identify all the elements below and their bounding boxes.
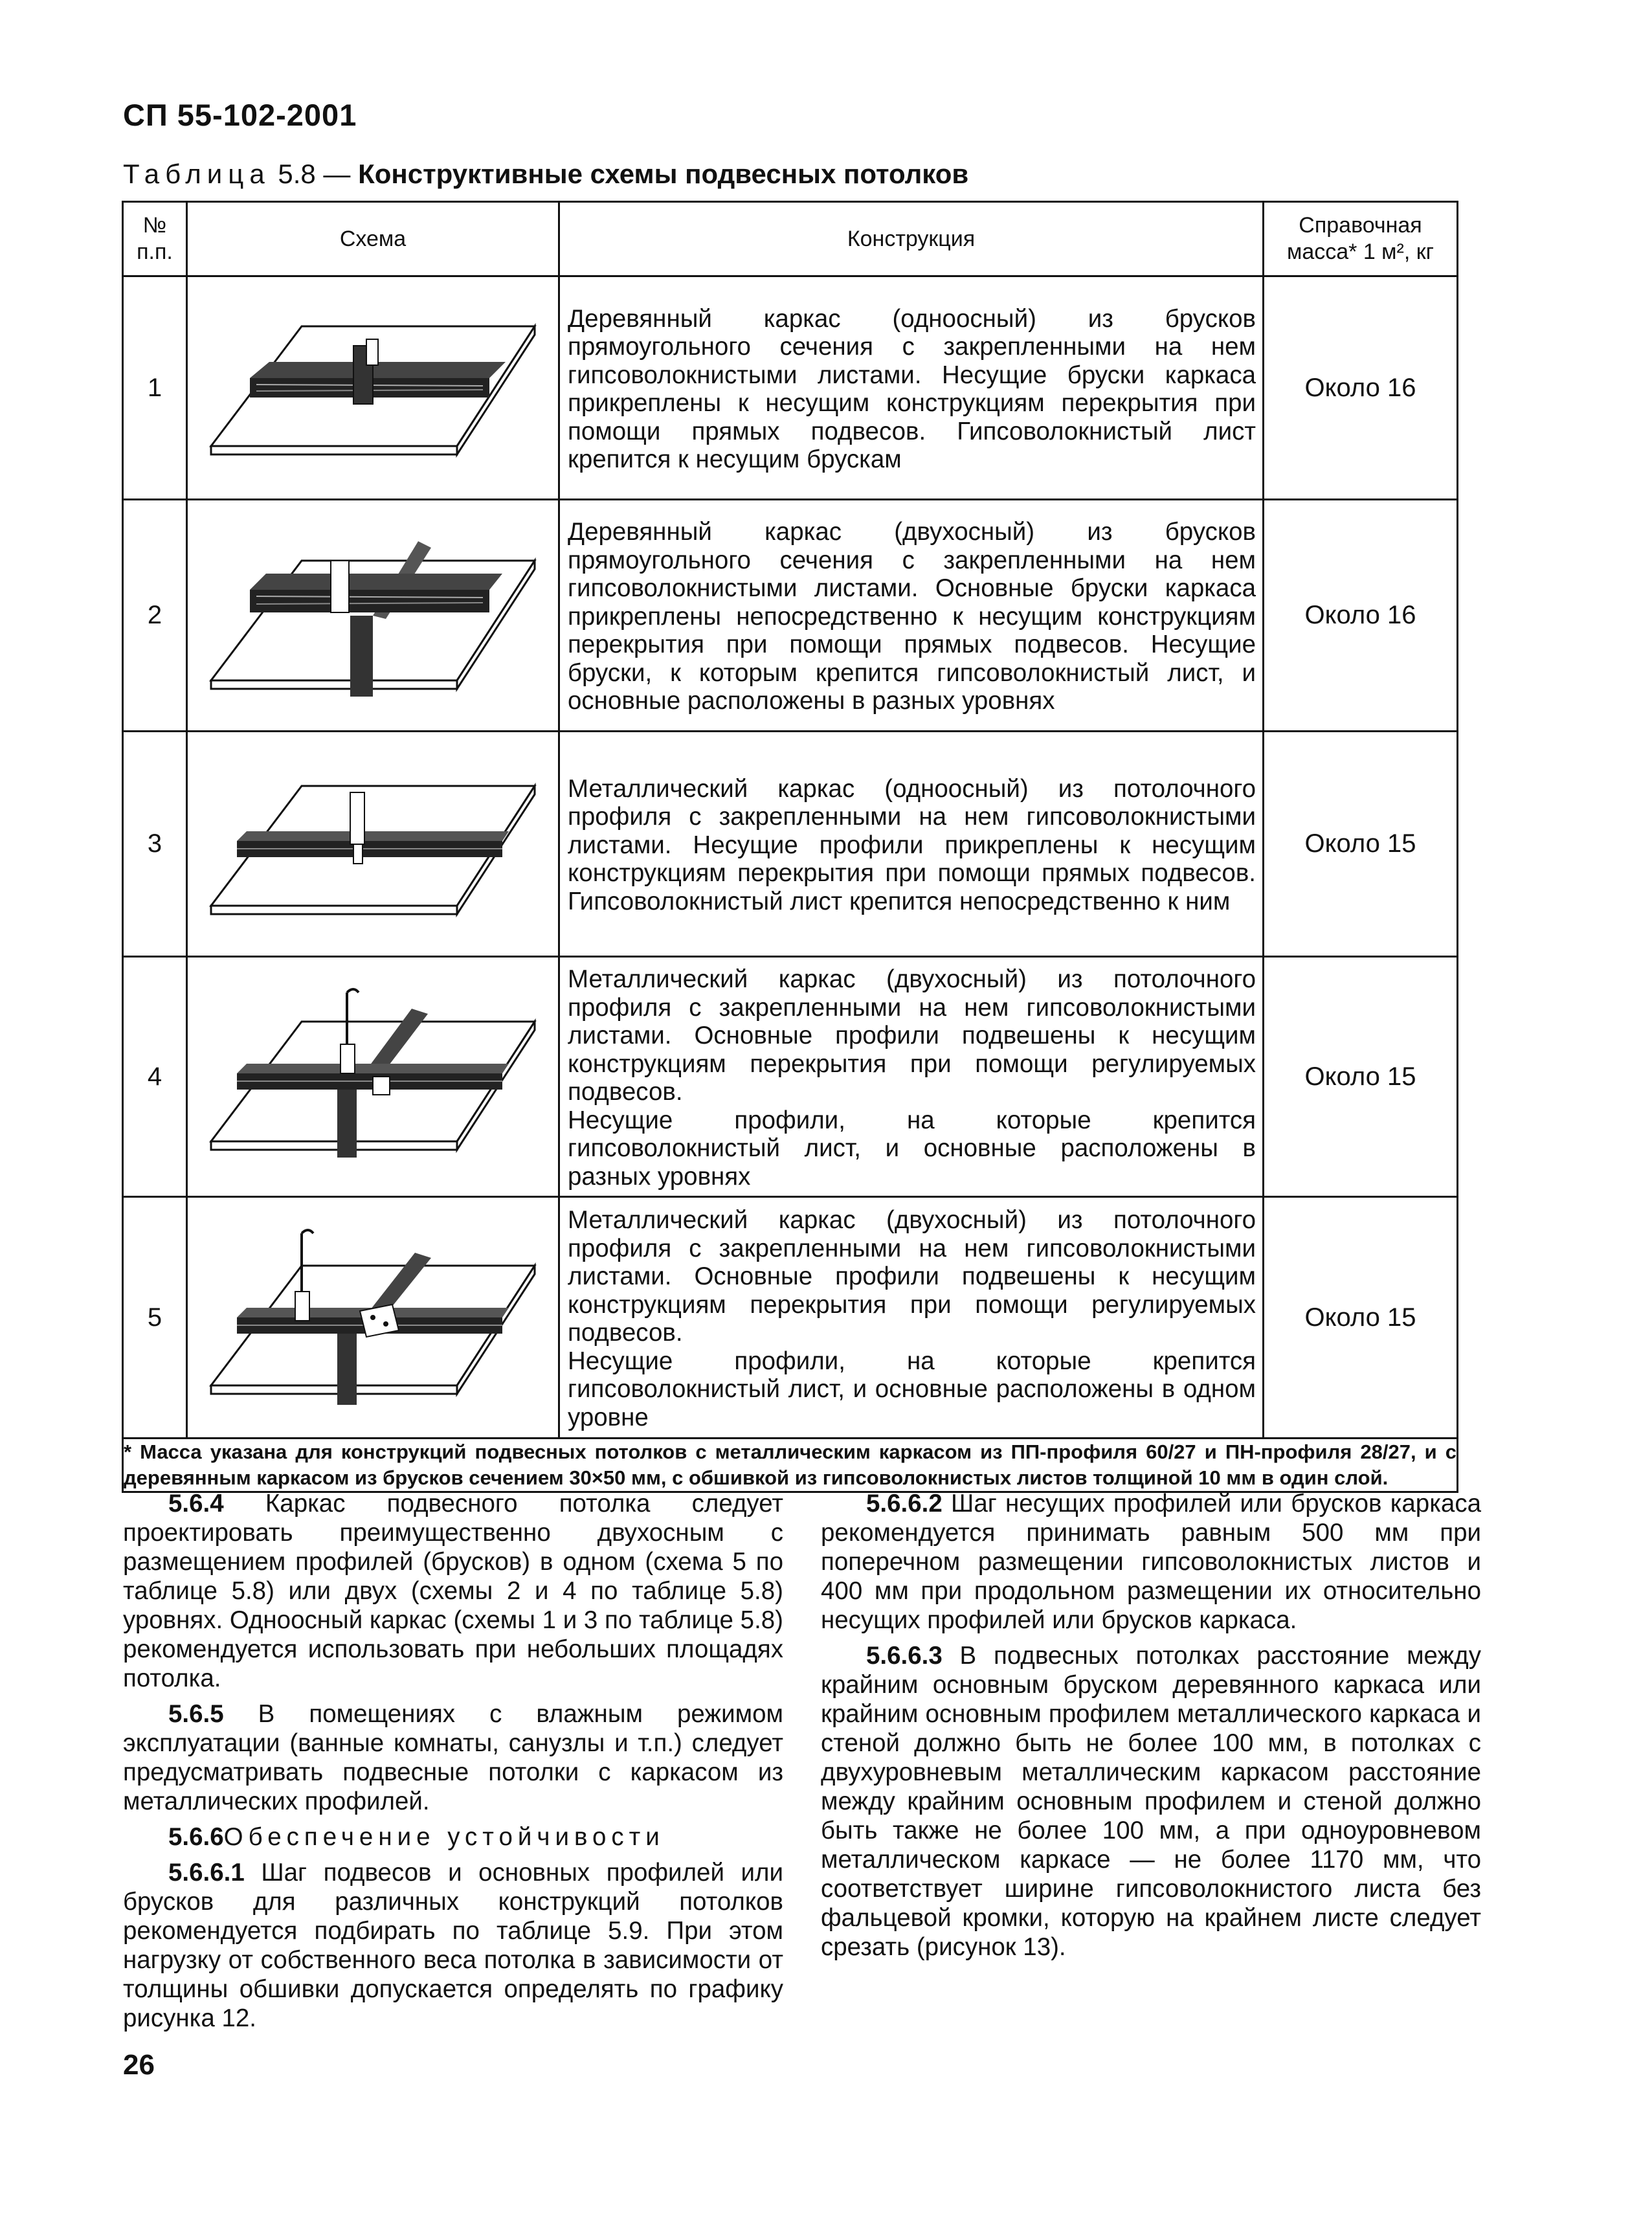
wood-single-axis-scheme-icon: [198, 300, 548, 475]
caption-number: 5.8 —: [270, 159, 359, 189]
clause-text: Шаг подвесов и основных профилей или брусков для различных конструкций потолков рекомендуется подбирать по таблице 5.9. При этом нагрузку от собственного веса потолка в зависимости от толщины обшивки допускается определять по графику рисунка 12.: [123, 1859, 783, 2032]
row-mass: Около 15: [1264, 732, 1458, 957]
section-heading: Обеспечение устойчивости: [223, 1823, 665, 1851]
clause-number: 5.6.4: [168, 1490, 224, 1518]
row-construction-part1: Металлический каркас (двухосный) из потолочного профиля с закрепленными на нем гипсоволокнистыми листами. Основные профили подвешены к несущим конструкциям перекрытия при помощи регулируемых подвесов.: [568, 965, 1256, 1106]
metal-two-axis-two-level-scheme-icon: [198, 983, 548, 1171]
clause-text: Шаг несущих профилей или брусков каркаса рекомендуется принимать равным 500 мм при поперечном размещении гипсоволокнистых листов и 400 мм при продольном размещении их относительно несущих профилей или брусков каркаса.: [821, 1490, 1481, 1634]
paragraph-5-6-6-2: [821, 1489, 1481, 1635]
table-row: [123, 1197, 1458, 1439]
row-construction: Деревянный каркас (одноосный) из брусков прямоугольного сечения с закрепленными на нем гипсоволокнистыми листами. Несущие бруски каркаса прикреплены к несущим конструкциям перекрытия при помощи прямых подвесов. Гипсоволокнистый лист крепится к несущим брускам: [559, 276, 1264, 500]
paragraph-5-6-6-1: [123, 1858, 783, 2033]
table-row: [123, 732, 1458, 957]
scheme-3-drawing: [187, 732, 559, 957]
clause-number: 5.6.5: [168, 1700, 224, 1728]
document-header: СП 55-102-2001: [123, 98, 357, 132]
row-construction: [559, 1197, 1264, 1439]
row-num: 5: [123, 1197, 187, 1439]
table-footnote: * Масса указана для конструкций подвесных потолков с металлическим каркасом из ПП-профиля 60/27 и ПН-профиля 28/27, и с деревянным каркасом из брусков сечением 30×50 мм, с обшивкой из гипсоволокнистых листов толщиной 10 мм в один слой.: [123, 1439, 1458, 1492]
clause-text: Каркас подвесного потолка следует проектировать преимущественно двухосным с размещением профилей (брусков) в одном (схема 5 по таблице 5.8) или двух (схемы 2 и 4 по таблице 5.8) уровнях. Одноосный каркас (схемы 1 и 3 по таблице 5.8) рекомендуется использовать при небольших площадях потолка.: [123, 1490, 783, 1692]
scheme-5-drawing: [187, 1197, 559, 1439]
right-column: [821, 1489, 1481, 1968]
row-construction-part2: Несущие профили, на которые крепится гипсоволокнистый лист, и основные расположены в одном уровне: [568, 1347, 1256, 1431]
header-construction: Конструкция: [559, 202, 1264, 276]
scheme-1-drawing: [187, 276, 559, 500]
row-num: 4: [123, 957, 187, 1197]
table-row: [123, 276, 1458, 500]
metal-single-axis-scheme-icon: [198, 754, 548, 935]
table-row: [123, 957, 1458, 1197]
row-mass: Около 16: [1264, 500, 1458, 732]
row-construction-part2: Несущие профили, на которые крепится гипсоволокнистый лист, и основные расположены в разных уровнях: [568, 1106, 1256, 1191]
ceiling-schemes-table: [122, 201, 1458, 1493]
scheme-2-drawing: [187, 500, 559, 732]
caption-prefix: Таблица: [123, 159, 271, 189]
table-caption: [123, 159, 968, 190]
paragraph-5-6-6: [123, 1822, 783, 1852]
clause-number: 5.6.6.1: [168, 1859, 245, 1887]
row-mass: Около 16: [1264, 276, 1458, 500]
footnote-row: [123, 1439, 1458, 1492]
row-mass: Около 15: [1264, 1197, 1458, 1439]
clause-text: В помещениях с влажным режимом эксплуатации (ванные комнаты, санузлы и т.п.) следует предусматривать подвесные потолки с каркасом из металлических профилей.: [123, 1700, 783, 1815]
wood-two-axis-scheme-icon: [198, 522, 548, 710]
page-number: 26: [123, 2049, 155, 2081]
row-num: 2: [123, 500, 187, 732]
paragraph-5-6-5: [123, 1699, 783, 1816]
row-mass: Около 15: [1264, 957, 1458, 1197]
paragraph-5-6-4: [123, 1489, 783, 1693]
row-num: 1: [123, 276, 187, 500]
clause-number: 5.6.6.2: [866, 1490, 943, 1518]
row-construction: [559, 957, 1264, 1197]
row-construction: Металлический каркас (одноосный) из потолочного профиля с закрепленными на нем гипсоволокнистыми листами. Несущие профили прикреплены к несущим конструкциям перекрытия при помощи прямых подвесов. Гипсоволокнистый лист крепится непосредственно к ним: [559, 732, 1264, 957]
left-column: [123, 1489, 783, 2039]
header-scheme: Схема: [187, 202, 559, 276]
row-num: 3: [123, 732, 187, 957]
header-mass: Справочная масса* 1 м², кг: [1264, 202, 1458, 276]
table-header-row: [123, 202, 1458, 276]
header-num: № п.п.: [123, 202, 187, 276]
scheme-4-drawing: [187, 957, 559, 1197]
clause-number: 5.6.6: [168, 1823, 224, 1851]
clause-text: В подвесных потолках расстояние между крайним основным бруском деревянного каркаса или крайним основным профилем металлического каркаса и стеной должно быть не более 100 мм, в потолках с двухуровневым металлическим каркасом расстояние между крайним основным профилем и стеной должно быть также не более 100 мм, а при одноуровневом металлическом каркасе — не более 1170 мм, что соответствует ширине гипсоволокнистого листа без фальцевой кромки, которую на крайнем листе следует срезать (рисунок 13).: [821, 1642, 1481, 1961]
paragraph-5-6-6-3: [821, 1641, 1481, 1962]
metal-two-axis-one-level-scheme-icon: [198, 1220, 548, 1415]
clause-number: 5.6.6.3: [866, 1642, 943, 1670]
row-construction-part1: Металлический каркас (двухосный) из потолочного профиля с закрепленными на нем гипсоволокнистыми листами. Основные профили подвешены к несущим конструкциям перекрытия при помощи регулируемых подвесов.: [568, 1206, 1256, 1347]
caption-title: Конструктивные схемы подвесных потолков: [358, 159, 969, 189]
table-row: [123, 500, 1458, 732]
row-construction: Деревянный каркас (двухосный) из брусков прямоугольного сечения с закрепленными на нем гипсоволокнистыми листами. Основные бруски каркаса прикреплены непосредственно к несущим конструкциям перекрытия при помощи прямых подвесов. Несущие бруски, к которым крепится гипсоволокнистый лист, и основные расположены в разных уровнях: [559, 500, 1264, 732]
